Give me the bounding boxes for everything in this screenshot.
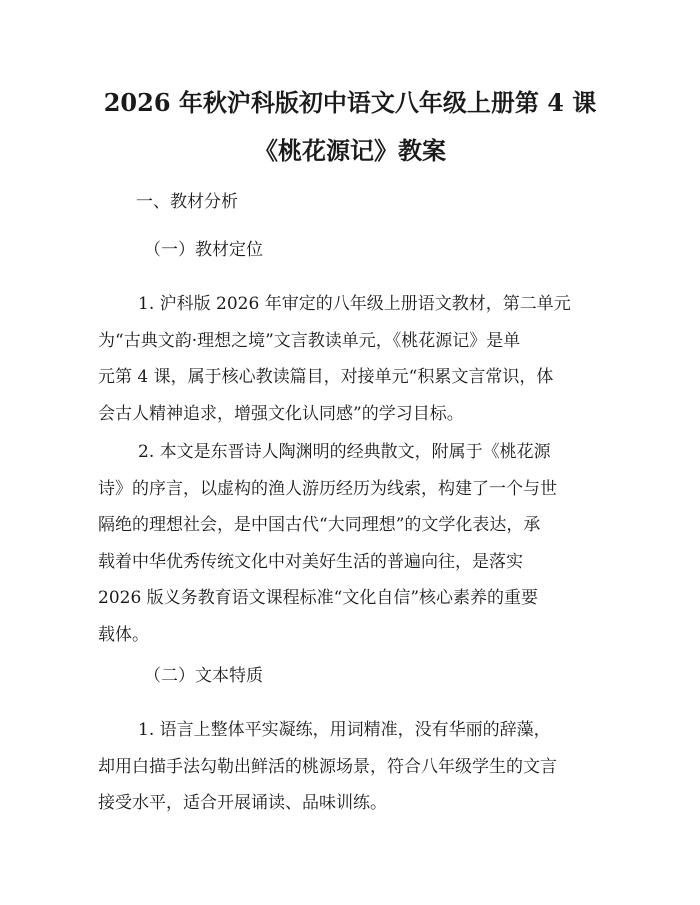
paragraph-3-line: 1. 语言上整体平实凝练，用词精准，没有华丽的辞藻， [138, 720, 551, 740]
document-title-line-2: 《桃花源记》教案 [254, 136, 446, 165]
paragraph-3-line: 接受水平，适合开展诵读、品味训练。 [98, 793, 387, 813]
paragraph-1-line: 元第 4 课，属于核心教读篇目，对接单元“积累文言常识，体 [98, 367, 554, 387]
paragraph-3-line: 却用白描手法勾勒出鲜活的桃源场景，符合八年级学生的文言 [98, 756, 557, 777]
paragraph-1-line: 1. 沪科版 2026 年审定的八年级上册语文教材，第二单元 [138, 294, 571, 314]
paragraph-2-line: 2. 本文是东晋诗人陶渊明的经典散文，附属于《桃花源 [138, 442, 551, 462]
subsection-heading-text-features: （二）文本特质 [144, 666, 263, 686]
section-heading-textbook-analysis: 一、教材分析 [136, 192, 238, 212]
paragraph-3 [98, 712, 608, 822]
paragraph-2-line: 隔绝的理想社会，是中国古代“大同理想”的文学化表达，承 [98, 515, 541, 535]
subsection-heading-textbook-position: （一）教材定位 [144, 240, 263, 260]
paragraph-2-line: 诗》的序言，以虚构的渔人游历经历为线索，构建了一个与世 [98, 478, 557, 499]
paragraph-1 [98, 286, 608, 432]
paragraph-1-line: 会古人精神追求，增强文化认同感”的学习目标。 [98, 403, 464, 424]
paragraph-2 [98, 434, 608, 653]
paragraph-2-line: 载体。 [98, 624, 149, 645]
paragraph-1-line: 为“古典文韵·理想之境”文言教读单元，《桃花源记》是单 [98, 330, 521, 351]
document-title-line-1: 2026 年秋沪科版初中语文八年级上册第 4 课 [103, 88, 597, 117]
paragraph-2-line: 载着中华优秀传统文化中对美好生活的普遍向往，是落实 [98, 551, 523, 572]
paragraph-2-line: 2026 版义务教育语文课程标准“文化自信”核心素养的重要 [98, 588, 539, 608]
